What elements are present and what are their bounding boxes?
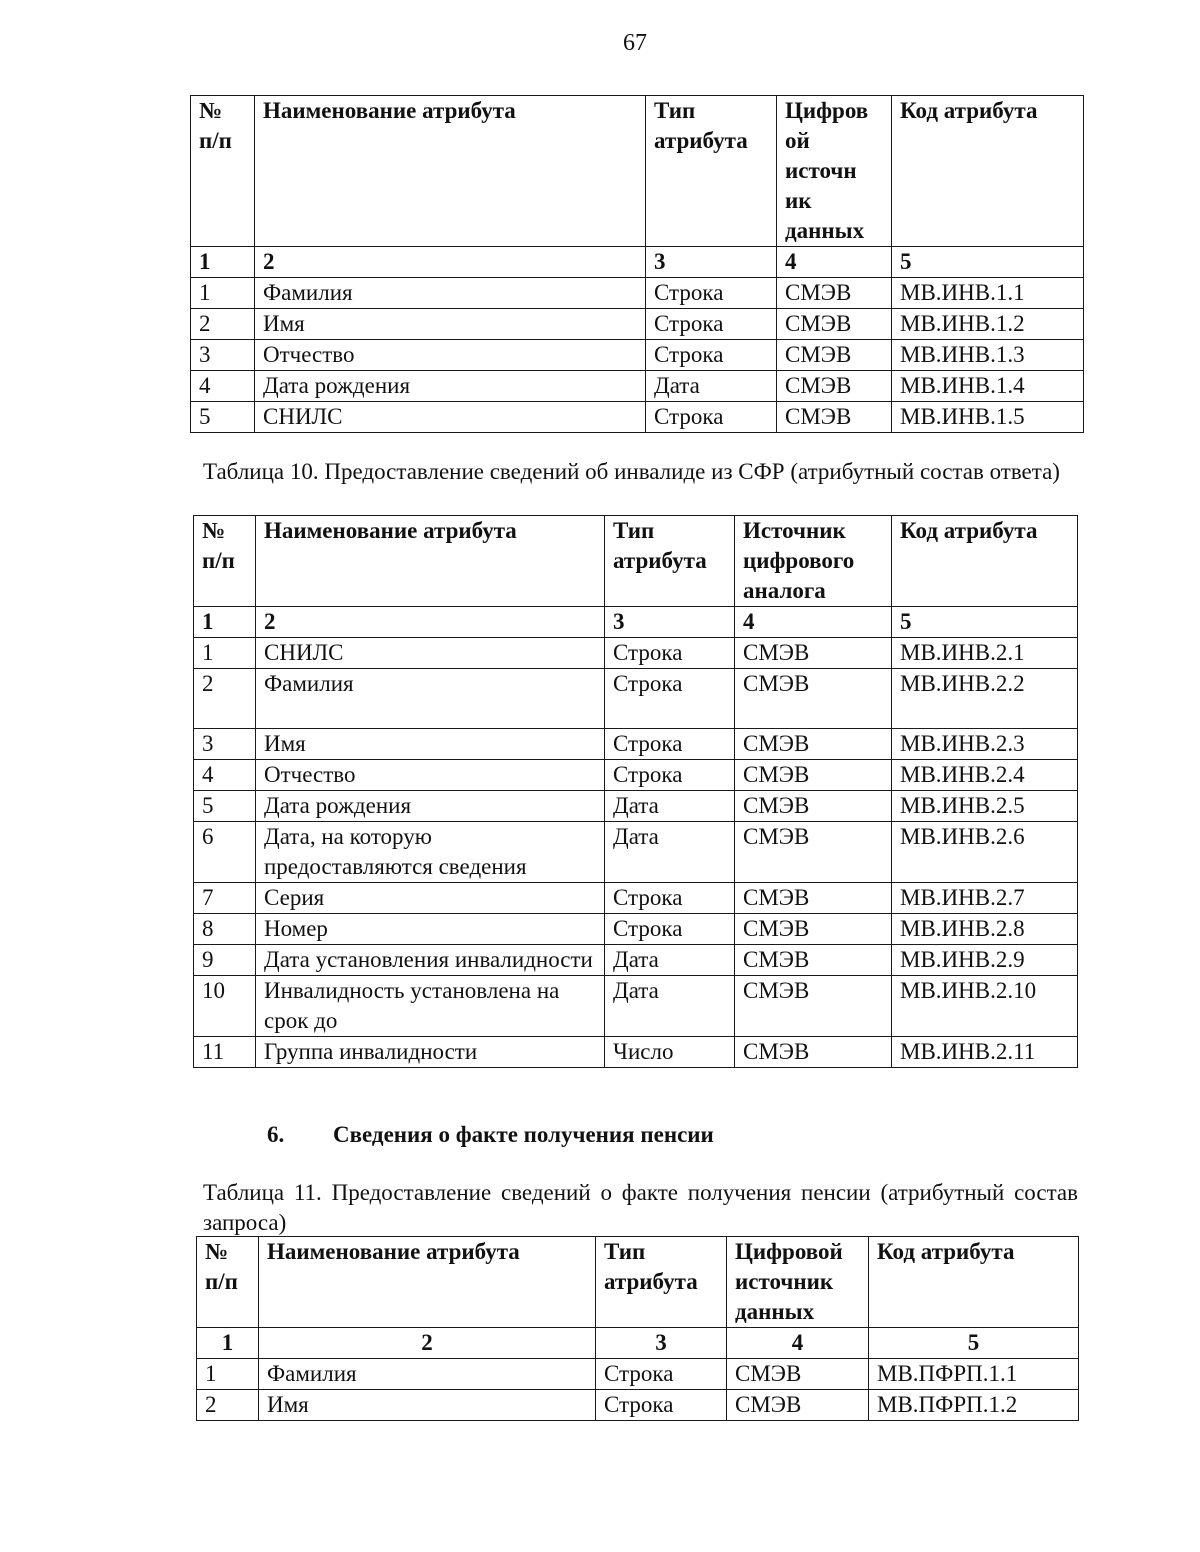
cell-attribute-type: Строка [605, 760, 735, 791]
cell-index: 3 [191, 340, 255, 371]
table-row [194, 976, 1078, 1037]
cell-attribute-name: Имя [255, 309, 646, 340]
cell-index: 5 [194, 791, 256, 822]
cell-index: 8 [194, 914, 256, 945]
header-cell: Код атрибута [892, 516, 1078, 607]
cell-data-source: СМЭВ [735, 791, 892, 822]
header-cell: Тип атрибута [605, 516, 735, 607]
column-number: 4 [735, 607, 892, 638]
cell-attribute-code: МВ.ИНВ.2.10 [892, 976, 1078, 1037]
cell-attribute-name: СНИЛС [256, 638, 605, 669]
cell-attribute-code: МВ.ИНВ.2.9 [892, 945, 1078, 976]
header-cell: № п/п [197, 1237, 259, 1328]
section-title: Сведения о факте получения пенсии [333, 1122, 714, 1147]
cell-attribute-code: МВ.ПФРП.1.2 [869, 1390, 1079, 1421]
header-cell: № п/п [191, 96, 255, 247]
column-number: 5 [892, 607, 1078, 638]
cell-data-source: СМЭВ [777, 340, 892, 371]
cell-index: 1 [194, 638, 256, 669]
column-number: 5 [892, 247, 1084, 278]
cell-attribute-name: Дата установления инвалидности [256, 945, 605, 976]
table-row [191, 340, 1084, 371]
cell-data-source: СМЭВ [735, 638, 892, 669]
cell-data-source: СМЭВ [727, 1390, 869, 1421]
cell-index: 2 [194, 669, 256, 729]
column-number: 3 [596, 1328, 727, 1359]
header-cell: № п/п [194, 516, 256, 607]
cell-index: 6 [194, 822, 256, 883]
header-cell: Наименование атрибута [259, 1237, 596, 1328]
cell-attribute-name: Фамилия [255, 278, 646, 309]
cell-attribute-type: Дата [646, 371, 777, 402]
cell-attribute-code: МВ.ПФРП.1.1 [869, 1359, 1079, 1390]
table-row [194, 638, 1078, 669]
cell-attribute-code: МВ.ИНВ.2.6 [892, 822, 1078, 883]
column-number: 2 [255, 247, 646, 278]
cell-attribute-name: Отчество [255, 340, 646, 371]
cell-attribute-type: Строка [646, 278, 777, 309]
column-number-row [194, 607, 1078, 638]
header-cell: Цифров ой источн ик данных [777, 96, 892, 247]
cell-attribute-type: Строка [605, 883, 735, 914]
cell-attribute-code: МВ.ИНВ.1.1 [892, 278, 1084, 309]
header-cell: Код атрибута [892, 96, 1084, 247]
cell-index: 3 [194, 729, 256, 760]
header-cell: Код атрибута [869, 1237, 1079, 1328]
table-row [194, 945, 1078, 976]
cell-attribute-code: МВ.ИНВ.1.5 [892, 402, 1084, 433]
cell-attribute-code: МВ.ИНВ.1.4 [892, 371, 1084, 402]
cell-attribute-code: МВ.ИНВ.2.5 [892, 791, 1078, 822]
column-number-row [191, 247, 1084, 278]
table10-caption: Таблица 10. Предоставление сведений об инвалиде из СФР (атрибутный состав ответа) [203, 459, 1060, 484]
cell-data-source: СМЭВ [777, 309, 892, 340]
cell-data-source: СМЭВ [777, 402, 892, 433]
cell-index: 5 [191, 402, 255, 433]
column-number: 3 [646, 247, 777, 278]
cell-attribute-code: МВ.ИНВ.1.2 [892, 309, 1084, 340]
cell-data-source: СМЭВ [735, 669, 892, 729]
column-number: 1 [194, 607, 256, 638]
column-number: 1 [191, 247, 255, 278]
table-row [191, 309, 1084, 340]
table-row [191, 402, 1084, 433]
cell-data-source: СМЭВ [735, 945, 892, 976]
cell-attribute-type: Строка [596, 1390, 727, 1421]
table-row [194, 669, 1078, 729]
cell-data-source: СМЭВ [727, 1359, 869, 1390]
cell-index: 4 [191, 371, 255, 402]
cell-data-source: СМЭВ [735, 883, 892, 914]
section-number: 6. [267, 1122, 285, 1147]
header-cell: Тип атрибута [646, 96, 777, 247]
table-row [191, 371, 1084, 402]
table-row [191, 278, 1084, 309]
column-number: 2 [256, 607, 605, 638]
cell-data-source: СМЭВ [777, 371, 892, 402]
column-number-row [197, 1328, 1079, 1359]
table-row [194, 914, 1078, 945]
table11 [196, 1236, 1079, 1421]
cell-attribute-name: Отчество [256, 760, 605, 791]
cell-attribute-code: МВ.ИНВ.1.3 [892, 340, 1084, 371]
cell-attribute-name: Фамилия [256, 669, 605, 729]
cell-attribute-code: МВ.ИНВ.2.7 [892, 883, 1078, 914]
cell-attribute-name: Дата, на которую предоставляются сведения [256, 822, 605, 883]
table-header-row [197, 1237, 1079, 1328]
table-row [194, 822, 1078, 883]
cell-attribute-code: МВ.ИНВ.2.3 [892, 729, 1078, 760]
table-row [197, 1359, 1079, 1390]
table-row [194, 729, 1078, 760]
header-cell: Источник цифрового аналога [735, 516, 892, 607]
table-header-row [194, 516, 1078, 607]
column-number: 2 [259, 1328, 596, 1359]
column-number: 4 [727, 1328, 869, 1359]
cell-attribute-type: Строка [605, 729, 735, 760]
cell-attribute-code: МВ.ИНВ.2.1 [892, 638, 1078, 669]
column-number: 4 [777, 247, 892, 278]
cell-index: 9 [194, 945, 256, 976]
cell-attribute-type: Строка [605, 638, 735, 669]
column-number: 3 [605, 607, 735, 638]
cell-index: 4 [194, 760, 256, 791]
cell-attribute-type: Строка [646, 309, 777, 340]
cell-attribute-name: Номер [256, 914, 605, 945]
cell-attribute-type: Строка [596, 1359, 727, 1390]
header-cell: Наименование атрибута [255, 96, 646, 247]
cell-data-source: СМЭВ [735, 760, 892, 791]
cell-index: 2 [191, 309, 255, 340]
cell-index: 11 [194, 1037, 256, 1068]
table-row [194, 883, 1078, 914]
cell-data-source: СМЭВ [735, 976, 892, 1037]
cell-attribute-name: Инвалидность установлена на срок до [256, 976, 605, 1037]
cell-data-source: СМЭВ [735, 822, 892, 883]
cell-attribute-name: Имя [259, 1390, 596, 1421]
cell-attribute-type: Дата [605, 822, 735, 883]
cell-data-source: СМЭВ [777, 278, 892, 309]
cell-attribute-type: Строка [605, 914, 735, 945]
column-number: 5 [869, 1328, 1079, 1359]
column-number: 1 [197, 1328, 259, 1359]
table-continued [190, 95, 1084, 433]
page-number: 67 [623, 30, 647, 56]
cell-attribute-name: Серия [256, 883, 605, 914]
cell-attribute-code: МВ.ИНВ.2.8 [892, 914, 1078, 945]
cell-attribute-type: Дата [605, 791, 735, 822]
cell-index: 1 [197, 1359, 259, 1390]
cell-attribute-code: МВ.ИНВ.2.4 [892, 760, 1078, 791]
cell-index: 1 [191, 278, 255, 309]
cell-index: 10 [194, 976, 256, 1037]
table-header-row [191, 96, 1084, 247]
table11-caption: Таблица 11. Предоставление сведений о факте получения пенсии (атрибутный состав запроса) [203, 1180, 1078, 1235]
cell-attribute-name: СНИЛС [255, 402, 646, 433]
cell-attribute-code: МВ.ИНВ.2.2 [892, 669, 1078, 729]
cell-attribute-type: Число [605, 1037, 735, 1068]
cell-attribute-type: Дата [605, 976, 735, 1037]
cell-data-source: СМЭВ [735, 729, 892, 760]
cell-index: 2 [197, 1390, 259, 1421]
table-row [194, 1037, 1078, 1068]
section-heading [267, 1120, 1067, 1150]
table-row [194, 760, 1078, 791]
cell-attribute-type: Строка [605, 669, 735, 729]
cell-attribute-type: Строка [646, 340, 777, 371]
header-cell: Цифровой источник данных [727, 1237, 869, 1328]
cell-data-source: СМЭВ [735, 1037, 892, 1068]
cell-attribute-type: Дата [605, 945, 735, 976]
cell-attribute-name: Имя [256, 729, 605, 760]
table10 [193, 515, 1078, 1068]
cell-attribute-name: Фамилия [259, 1359, 596, 1390]
cell-attribute-name: Дата рождения [255, 371, 646, 402]
table-row [197, 1390, 1079, 1421]
cell-index: 7 [194, 883, 256, 914]
cell-attribute-code: МВ.ИНВ.2.11 [892, 1037, 1078, 1068]
header-cell: Тип атрибута [596, 1237, 727, 1328]
cell-data-source: СМЭВ [735, 914, 892, 945]
cell-attribute-type: Строка [646, 402, 777, 433]
cell-attribute-name: Дата рождения [256, 791, 605, 822]
table-row [194, 791, 1078, 822]
cell-attribute-name: Группа инвалидности [256, 1037, 605, 1068]
header-cell: Наименование атрибута [256, 516, 605, 607]
